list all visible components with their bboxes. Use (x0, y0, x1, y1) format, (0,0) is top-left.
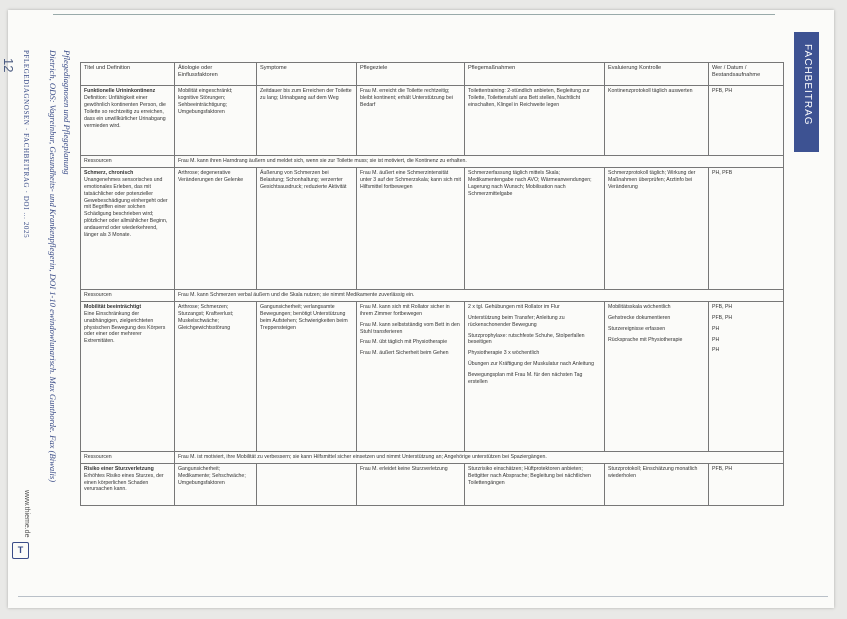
table-row (81, 463, 784, 505)
etiology-cell: Gangunsicherheit; Medikamente; Sehschwäche; Umgebungsfaktoren (175, 463, 257, 505)
diagnosis-title: Risiko einer Sturzverletzung (84, 465, 154, 472)
measure-item: Unterstützung beim Transfer; Anleitung zu rückenschonender Bewegung (468, 314, 565, 328)
evaluation-cell (605, 301, 709, 451)
resources-text: Frau M. kann Schmerzen verbal äußern und die Skala nutzen; sie nimmt Medikamente zuverlässig ein. (175, 289, 784, 301)
publisher-logo-icon: T (12, 542, 29, 559)
journal-line: Pflegediagnosen und Pflegeplanung (62, 50, 72, 175)
goal-item: Frau M. äußert Sicherheit beim Gehen (360, 350, 449, 357)
diagnosis-title: Schmerz, chronisch (84, 169, 134, 176)
header-symptoms: Symptome (257, 63, 357, 86)
diagnosis-cell (81, 167, 175, 289)
evaluation-item: Mobilitätsskala wöchentlich (608, 303, 671, 310)
measure-item: Bewegungsplan mit Frau M. für den nächsten Tag erstellen (468, 372, 583, 386)
publisher-url[interactable]: www.thieme.de (23, 490, 30, 538)
header-etiology: Ätiologie oder Einflussfaktoren (175, 63, 257, 86)
left-margin (1, 32, 70, 592)
resources-label: Ressourcen (81, 451, 175, 463)
diagnosis-cell (81, 86, 175, 156)
measure-item: Übungen zur Kräftigung der Muskulatur nach Anleitung (468, 361, 595, 368)
who-cell (709, 301, 784, 451)
evaluation-cell: Kontinenzprotokoll täglich auswerten (605, 86, 709, 156)
who-item: PFB, PH (712, 303, 733, 310)
who-cell: PFB, PH (709, 86, 784, 156)
evaluation-item: Sturzereignisse erfassen (608, 325, 666, 332)
goal-item: Frau M. kann sich mit Rollator sicher in ihrem Zimmer fortbewegen (360, 303, 450, 317)
measures-cell: Schmerzerfassung täglich mittels Skala; Medikamentengabe nach AVO; Wärmeanwendungen; Lagerung nach Wunsch; Mobilisation nach Schmerzmittelgabe (465, 167, 605, 289)
goals-cell (357, 301, 465, 451)
table-header-row (81, 63, 784, 86)
evaluation-item: Rücksprache mit Physiotherapie (608, 336, 683, 343)
who-item: PH (712, 347, 720, 354)
resources-row (81, 289, 784, 301)
diagnosis-title: Mobilität beeinträchtigt (84, 303, 142, 310)
evaluation-cell: Schmerzprotokoll täglich; Wirkung der Maßnahmen überprüfen; Arztinfo bei Veränderung (605, 167, 709, 289)
resources-text: Frau M. kann ihren Harndrang äußern und meldet sich, wenn sie zur Toilette muss; sie ist motiviert, die Kontinenz zu erhalten. (175, 156, 784, 168)
header-title: Titel und Definition (81, 63, 175, 86)
measures-cell: Toilettentraining: 2-stündlich anbieten, Begleitung zur Toilette, Toilettenstuhl ans Bett stellen, Nachtlicht einschalten, Klingel in Reichweite legen (465, 86, 605, 156)
who-item: PH (712, 325, 720, 332)
document-page (1, 10, 834, 608)
table-row (81, 86, 784, 156)
evaluation-cell: Sturzprotokoll; Einschätzung monatlich wiederholen (605, 463, 709, 505)
diagnosis-cell (81, 463, 175, 505)
diagnosis-definition: Erhöhtes Risiko eines Sturzes, der einen körperlichen Schaden verursachen kann. (84, 472, 164, 493)
etiology-cell: Arthrose; degenerative Veränderungen der Gelenke (175, 167, 257, 289)
who-item: PH (712, 336, 720, 343)
resources-label: Ressourcen (81, 289, 175, 301)
resources-label: Ressourcen (81, 156, 175, 168)
who-item: PFB, PH (712, 314, 733, 321)
resources-row (81, 156, 784, 168)
diagnosis-title: Funktionelle Urininkontinenz (84, 88, 156, 94)
care-plan-table (80, 62, 784, 506)
measures-cell (465, 301, 605, 451)
footer-line: PFLEGEDIAGNOSEN · FACHBEITRAG · DOI ... 2025 (22, 50, 30, 239)
top-rule (53, 14, 775, 15)
table-row (81, 301, 784, 451)
header-measures: Pflegemaßnahmen (465, 63, 605, 86)
measure-item: 2 x tgl. Gehübungen mit Rollator im Flur (468, 303, 560, 310)
goals-cell: Frau M. erreicht die Toilette rechtzeitig; bleibt kontinent; erhält Unterstützung bei Bedarf (357, 86, 465, 156)
who-cell: PH, PFB (709, 167, 784, 289)
symptoms-cell: Gangunsicherheit; verlangsamte Bewegungen; benötigt Unterstützung beim Aufstehen; Schwierigkeiten beim Treppensteigen (257, 301, 357, 451)
subtitle-line: Dietrich, ODS: Vagreinbur, Gesundheits- und Krankenpflegerin, DOI 1-10 ewindowlunarisch. Max Gunthorde. Fax (Biwalis) (48, 50, 58, 483)
diagnosis-definition: Definition: Unfähigkeit einer gewöhnlich kontinenten Person, die Toilette so rechtzeitig zu erreichen, dass ein unwillkürlicher Urinabgang vermieden wird. (84, 94, 166, 129)
goal-item: Frau M. übt täglich mit Physiotherapie (360, 339, 448, 346)
etiology-cell: Mobilität eingeschränkt; kognitive Störungen; Sehbeeinträchtigung; Umgebungsfaktoren (175, 86, 257, 156)
page-number: 12 (1, 58, 16, 73)
who-cell: PFB, PH (709, 463, 784, 505)
symptoms-cell: Äußerung von Schmerzen bei Belastung; Schonhaltung; verzerrter Gesichtsausdruck; reduzierte Aktivität (257, 167, 357, 289)
header-who: Wer / Datum / Bestandsaufnahme (709, 63, 784, 86)
goals-cell: Frau M. erleidet keine Sturzverletzung (357, 463, 465, 505)
table-row (81, 167, 784, 289)
measure-item: Sturzprophylaxe: rutschfeste Schuhe, Stolperfallen beseitigen (468, 332, 585, 346)
goals-cell: Frau M. äußert eine Schmerzintensität unter 3 auf der Schmerzskala; kann sich mit Hilfsmittel fortbewegen (357, 167, 465, 289)
resources-text: Frau M. ist motiviert, ihre Mobilität zu verbessern; sie kann Hilfsmittel sicher einsetzen und nimmt Unterstützung an; Angehörige unterstützen bei Spaziergängen. (175, 451, 784, 463)
evaluation-item: Gehstrecke dokumentieren (608, 314, 671, 321)
bottom-rule (18, 596, 828, 597)
measures-cell: Sturzrisiko einschätzen; Hüftprotektoren anbieten; Bettgitter nach Absprache; Begleitung bei nächtlichen Toilettengängen (465, 463, 605, 505)
diagnosis-cell (81, 301, 175, 451)
diagnosis-definition: Eine Einschränkung der unabhängigen, zielgerichteten physischen Bewegung des Körpers oder einer oder mehrerer Extremitäten. (84, 310, 166, 345)
symptoms-cell (257, 463, 357, 505)
etiology-cell: Arthrose; Schmerzen; Sturzangst; Kraftverlust; Muskelschwäche; Gleichgewichtsstörung (175, 301, 257, 451)
section-tab-label: FACHBEITRAG (802, 44, 813, 126)
goal-item: Frau M. kann selbstständig vom Bett in den Stuhl transferieren (360, 321, 460, 335)
section-tab (794, 32, 819, 152)
diagnosis-definition: Unangenehmes sensorisches und emotionales Erleben, das mit tatsächlicher oder potenzieller Gewebeschädigung einhergeht oder mit Begriffen einer solchen Schädigung beschrieben wird; plötzlicher oder allmählicher Beginn, andauernd oder wiederkehrend, länger als 3 Monate. (84, 176, 168, 239)
measure-item: Physiotherapie 3 x wöchentlich (468, 350, 540, 357)
symptoms-cell: Zeitdauer bis zum Erreichen der Toilette zu lang; Urinabgang auf dem Weg (257, 86, 357, 156)
header-evaluation: Evaluierung Kontrolle (605, 63, 709, 86)
header-goals: Pflegeziele (357, 63, 465, 86)
resources-row (81, 451, 784, 463)
